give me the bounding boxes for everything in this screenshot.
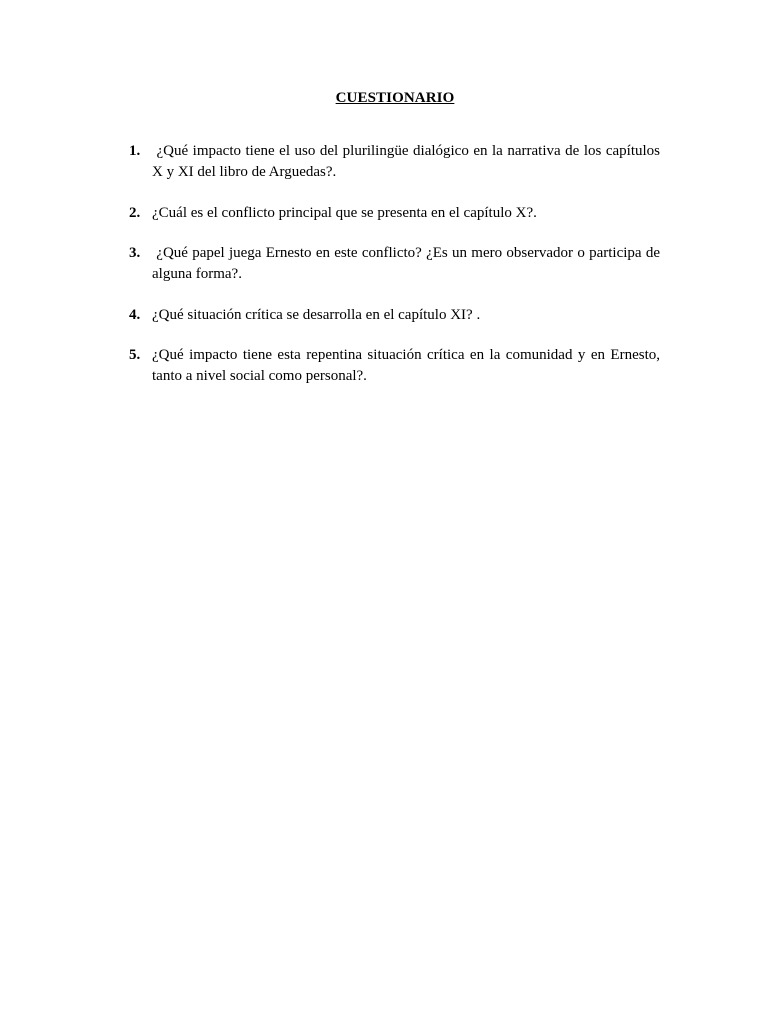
question-text: ¿Qué papel juega Ernesto en este conflicto? ¿Es un mero observador o participa de alguna forma?. [152,245,664,282]
question-text: ¿Qué impacto tiene esta repentina situación crítica en la comunidad y en Ernesto, tanto a nivel social como personal?. [152,347,660,384]
question-text: ¿Qué impacto tiene el uso del plurilingüe dialógico en la narrativa de los capítulos X y XI del libro de Arguedas?. [152,143,664,180]
question-number: 5. [129,347,141,363]
question-number: 4. [129,306,141,323]
question-text: ¿Cuál es el conflicto principal que se presenta en el capítulo X?. [152,204,537,221]
question-number: 3. [129,245,141,261]
question-item [129,141,664,183]
question-number: 2. [129,204,141,221]
question-item [129,305,660,326]
question-item [129,345,660,387]
question-number: 1. [129,143,141,159]
document-title: CUESTIONARIO [335,90,455,106]
question-item [129,203,660,224]
question-text: ¿Qué situación crítica se desarrolla en el capítulo XI? . [152,306,481,323]
question-item [129,243,664,285]
question-list [129,141,664,407]
